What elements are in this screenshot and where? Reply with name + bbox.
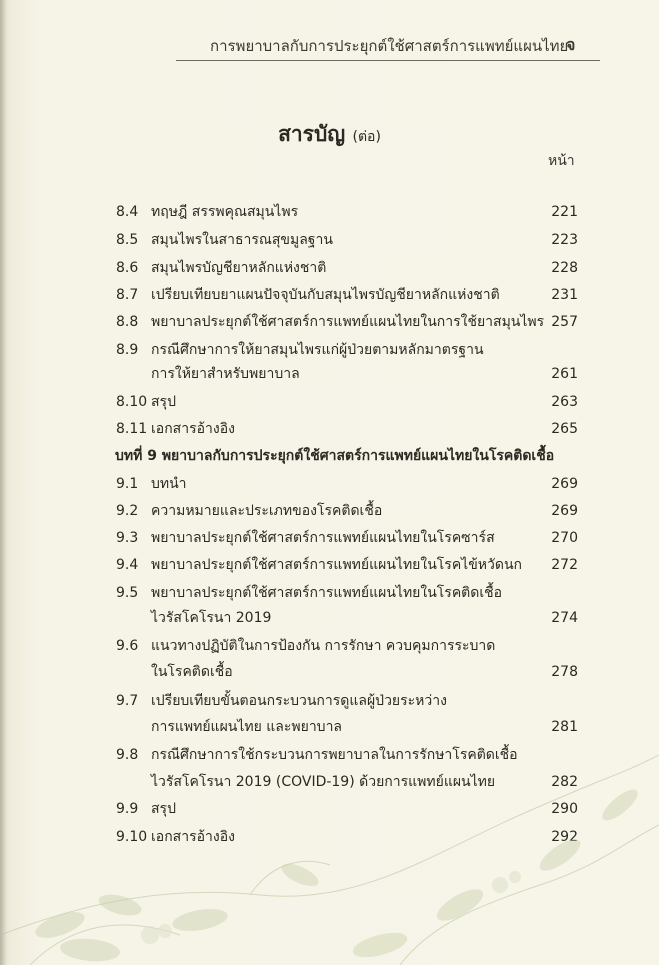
toc-entry-number: 9.1 bbox=[116, 476, 139, 492]
toc-entry-number: 9.8 bbox=[116, 747, 139, 763]
page-column-label: หน้า bbox=[548, 153, 575, 169]
toc-entry-title: พยาบาลประยุกต์ใช้ศาสตร์การแพทย์แผนไทยในโรคซาร์ส bbox=[151, 530, 495, 546]
chapter-9-title: บทที่ 9 พยาบาลกับการประยุกต์ใช้ศาสตร์การแพทย์แผนไทยในโรคติดเชื้อ bbox=[115, 448, 555, 464]
toc-heading-continued: (ต่อ) bbox=[352, 129, 381, 145]
toc-entry-title: เอกสารอ้างอิง bbox=[151, 829, 235, 845]
toc-entry-page: 223 bbox=[551, 232, 578, 248]
toc-entry-title: เปรียบเทียบยาแผนปัจจุบันกับสมุนไพรบัญชียาหลักแห่งชาติ bbox=[151, 287, 500, 303]
toc-entry-title: สรุป bbox=[151, 801, 176, 817]
toc-heading bbox=[0, 118, 659, 151]
toc-entry-number: 8.5 bbox=[116, 232, 139, 248]
toc-entry-page: 292 bbox=[551, 829, 578, 845]
toc-entry-title: สมุนไพรบัญชียาหลักแห่งชาติ bbox=[151, 260, 327, 276]
toc-entry-title: เอกสารอ้างอิง bbox=[151, 421, 235, 437]
header-divider bbox=[176, 60, 600, 61]
toc-entry-title: บทนำ bbox=[151, 476, 187, 492]
toc-entry-title: สมุนไพรในสาธารณสุขมูลฐาน bbox=[151, 232, 333, 248]
toc-entry-number: 9.2 bbox=[116, 503, 139, 519]
running-header-title: การพยาบาลกับการประยุกต์ใช้ศาสตร์การแพทย์แผนไทย bbox=[210, 37, 569, 55]
toc-entry-page: 261 bbox=[551, 366, 578, 382]
toc-entry-number: 8.6 bbox=[116, 260, 139, 276]
toc-entry-page: 228 bbox=[551, 260, 578, 276]
toc-entry-page: 278 bbox=[551, 664, 578, 680]
toc-entry-title: สรุป bbox=[151, 394, 176, 410]
toc-entry-number: 9.7 bbox=[116, 693, 139, 709]
toc-entry-page: 272 bbox=[551, 557, 578, 573]
toc-entry-title: พยาบาลประยุกต์ใช้ศาสตร์การแพทย์แผนไทยในโรคติดเชื้อ bbox=[151, 585, 503, 601]
toc-entry-page: 257 bbox=[551, 314, 578, 330]
toc-entry-title-cont: ในโรคติดเชื้อ bbox=[151, 664, 233, 680]
toc-entry-title: พยาบาลประยุกต์ใช้ศาสตร์การแพทย์แผนไทยในโรคไข้หวัดนก bbox=[151, 557, 523, 573]
toc-entry-title-cont: การแพทย์แผนไทย และพยาบาล bbox=[151, 719, 343, 735]
toc-entry-number: 8.8 bbox=[116, 314, 139, 330]
toc-entry-number: 9.9 bbox=[116, 801, 139, 817]
toc-entry-title: กรณีศึกษาการใช้กระบวนการพยาบาลในการรักษาโรคติดเชื้อ bbox=[151, 747, 518, 763]
toc-entry-title: ความหมายและประเภทของโรคติดเชื้อ bbox=[151, 503, 383, 519]
running-header-page-number: จ bbox=[566, 35, 576, 54]
toc-entry-title: กรณีศึกษาการให้ยาสมุนไพรแก่ผู้ป่วยตามหลักมาตรฐาน bbox=[151, 342, 484, 358]
toc-entry-title: แนวทางปฏิบัติในการป้องกัน การรักษา ควบคุมการระบาด bbox=[151, 638, 496, 654]
toc-entry-page: 282 bbox=[551, 774, 578, 790]
toc-entry-number: 9.10 bbox=[116, 829, 148, 845]
toc-entry-number: 9.4 bbox=[116, 557, 139, 573]
toc-entry-number: 9.6 bbox=[116, 638, 139, 654]
toc-entry-page: 269 bbox=[551, 476, 578, 492]
toc-entry-page: 270 bbox=[551, 530, 578, 546]
toc-entry-number: 8.4 bbox=[116, 204, 139, 220]
toc-entry-page: 290 bbox=[551, 801, 578, 817]
toc-entry-title: เปรียบเทียบขั้นตอนกระบวนการดูแลผู้ป่วยระหว่าง bbox=[151, 693, 447, 709]
toc-entry-title: พยาบาลประยุกต์ใช้ศาสตร์การแพทย์แผนไทยในการใช้ยาสมุนไพร bbox=[151, 314, 545, 330]
toc-entry-number: 9.3 bbox=[116, 530, 139, 546]
toc-entry-page: 265 bbox=[551, 421, 578, 437]
toc-entry-page: 263 bbox=[551, 394, 578, 410]
toc-heading-title: สารบัญ bbox=[278, 122, 346, 146]
toc-entry-title: ทฤษฎี สรรพคุณสมุนไพร bbox=[151, 204, 299, 220]
toc-entry-page: 269 bbox=[551, 503, 578, 519]
toc-entry-number: 8.11 bbox=[116, 421, 148, 437]
toc-entry-page: 221 bbox=[551, 204, 578, 220]
toc-entry-page: 274 bbox=[551, 610, 578, 626]
toc-entry-title-cont: การให้ยาสำหรับพยาบาล bbox=[151, 366, 300, 382]
toc-entry-title-cont: ไวรัสโคโรนา 2019 (COVID-19) ด้วยการแพทย์แผนไทย bbox=[151, 774, 496, 790]
toc-entry-number: 8.10 bbox=[116, 394, 148, 410]
toc-entry-title-cont: ไวรัสโคโรนา 2019 bbox=[151, 610, 272, 626]
toc-entry-page: 281 bbox=[551, 719, 578, 735]
toc-entry-number: 8.7 bbox=[116, 287, 139, 303]
toc-entry-number: 9.5 bbox=[116, 585, 139, 601]
toc-entry-page: 231 bbox=[551, 287, 578, 303]
toc-entry-number: 8.9 bbox=[116, 342, 139, 358]
